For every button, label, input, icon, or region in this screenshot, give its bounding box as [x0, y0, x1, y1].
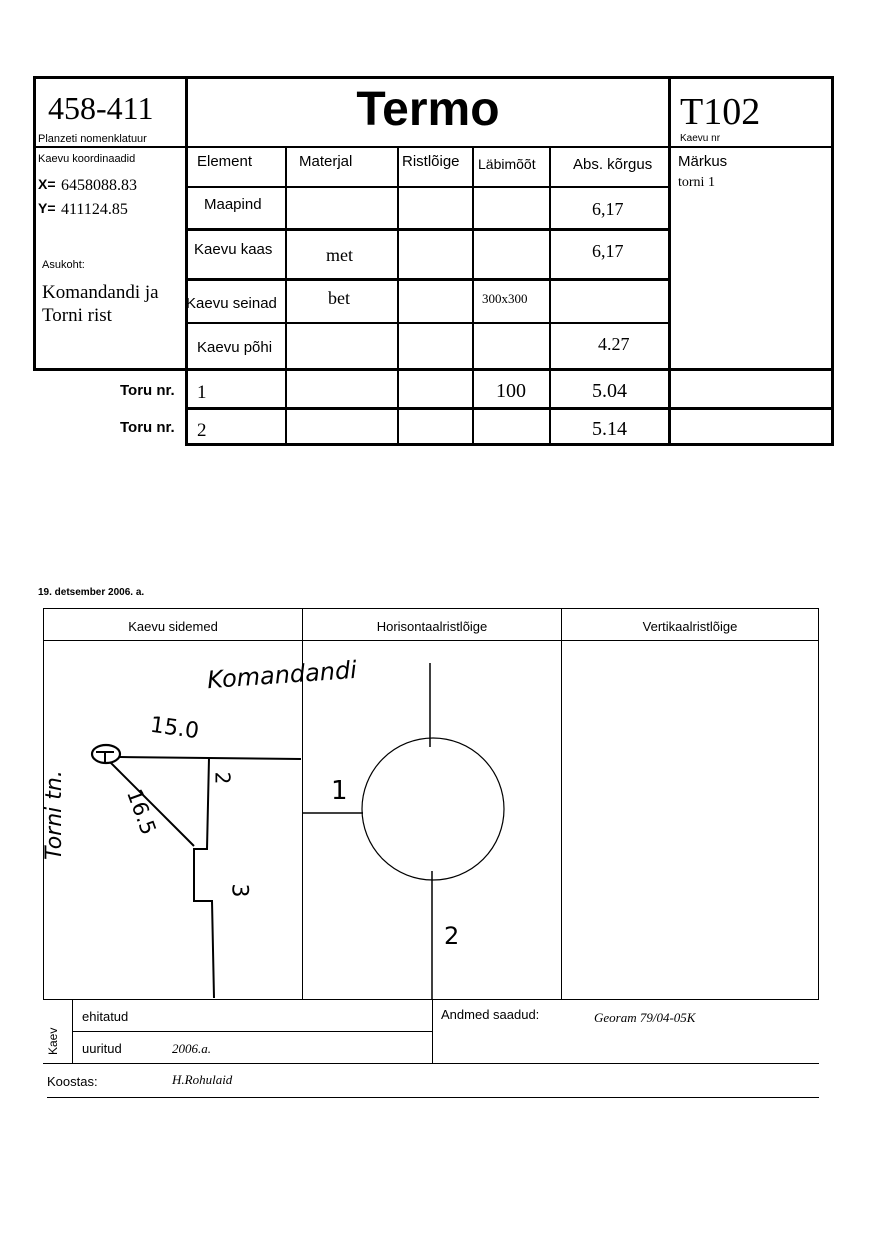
- y-coordinate: 411124.85: [61, 201, 128, 218]
- row-height: 6,17: [592, 241, 624, 261]
- nomenclature-value: 458-411: [48, 90, 154, 126]
- pipe-2-label: 2: [444, 922, 460, 950]
- header-element: Element: [197, 153, 253, 170]
- pipe-diameter: 100: [496, 380, 526, 402]
- document-title: Termo: [356, 83, 500, 136]
- data-source-label: Andmed saadud:: [441, 1007, 540, 1022]
- pipe-label: Toru nr.: [120, 382, 175, 399]
- location-line-2: Torni rist: [42, 305, 112, 326]
- row-material: met: [326, 245, 353, 265]
- header-diameter: Läbimõõt: [478, 156, 536, 172]
- surveyed-label: uuritud: [82, 1041, 122, 1056]
- horizontal-section-drawing: [303, 641, 561, 999]
- pipe-number: 1: [197, 382, 207, 403]
- column-vertical-header: Vertikaalristlõige: [642, 619, 738, 634]
- street-label-top: Komandandi: [206, 655, 358, 695]
- header-material: Materjal: [299, 153, 353, 170]
- column-horizontal-header: Horisontaalristlõige: [376, 619, 488, 634]
- row-element: Kaevu põhi: [197, 339, 273, 356]
- row-height: 6,17: [592, 199, 624, 219]
- distance-label: 16.5: [122, 785, 161, 839]
- author-label: Koostas:: [47, 1074, 98, 1089]
- street-label-left: Torni tn.: [42, 770, 67, 860]
- pipe-number: 2: [197, 420, 207, 441]
- x-label: X=: [38, 176, 56, 192]
- row-height: 4.27: [598, 334, 630, 354]
- location-label: Asukoht:: [42, 259, 85, 271]
- location-sketch: [44, 641, 302, 999]
- pipe-height: 5.04: [592, 380, 627, 402]
- author-value: H.Rohulaid: [172, 1072, 233, 1087]
- manhole-number: T102: [680, 91, 761, 133]
- row-element: Maapind: [204, 196, 262, 213]
- data-source-value: Georam 79/04-05K: [594, 1010, 696, 1025]
- header-abs-height: Abs. kõrgus: [573, 156, 653, 173]
- pipe-1-label: 1: [331, 776, 348, 806]
- header-remarks: Märkus: [678, 153, 728, 170]
- manhole-number-label: Kaevu nr: [680, 133, 721, 144]
- column-links-header: Kaevu sidemed: [128, 619, 218, 634]
- nomenclature-label: Planzeti nomenklatuur: [38, 133, 147, 145]
- pipe-label: Toru nr.: [120, 419, 175, 436]
- row-diameter: 300x300: [482, 291, 528, 306]
- location-line-1: Komandandi ja: [42, 282, 159, 303]
- row-material: bet: [328, 288, 350, 308]
- wall-label: 3: [226, 883, 252, 898]
- header-section: Ristlõige: [402, 153, 460, 170]
- surveyed-value: 2006.a.: [172, 1041, 211, 1056]
- distance-label: 15.0: [148, 712, 201, 745]
- remark-value: torni 1: [678, 175, 715, 190]
- built-label: ehitatud: [82, 1009, 129, 1024]
- kaev-label: Kaev: [46, 1027, 60, 1055]
- x-coordinate: 6458088.83: [61, 177, 137, 194]
- wall-label: 2: [210, 771, 235, 785]
- row-element: Kaevu kaas: [194, 241, 273, 258]
- y-label: Y=: [38, 200, 56, 216]
- row-element: Kaevu seinad: [186, 295, 277, 312]
- document-date: 19. detsember 2006. a.: [38, 587, 145, 598]
- pipe-height: 5.14: [592, 418, 627, 440]
- coordinates-label: Kaevu koordinaadid: [38, 153, 136, 165]
